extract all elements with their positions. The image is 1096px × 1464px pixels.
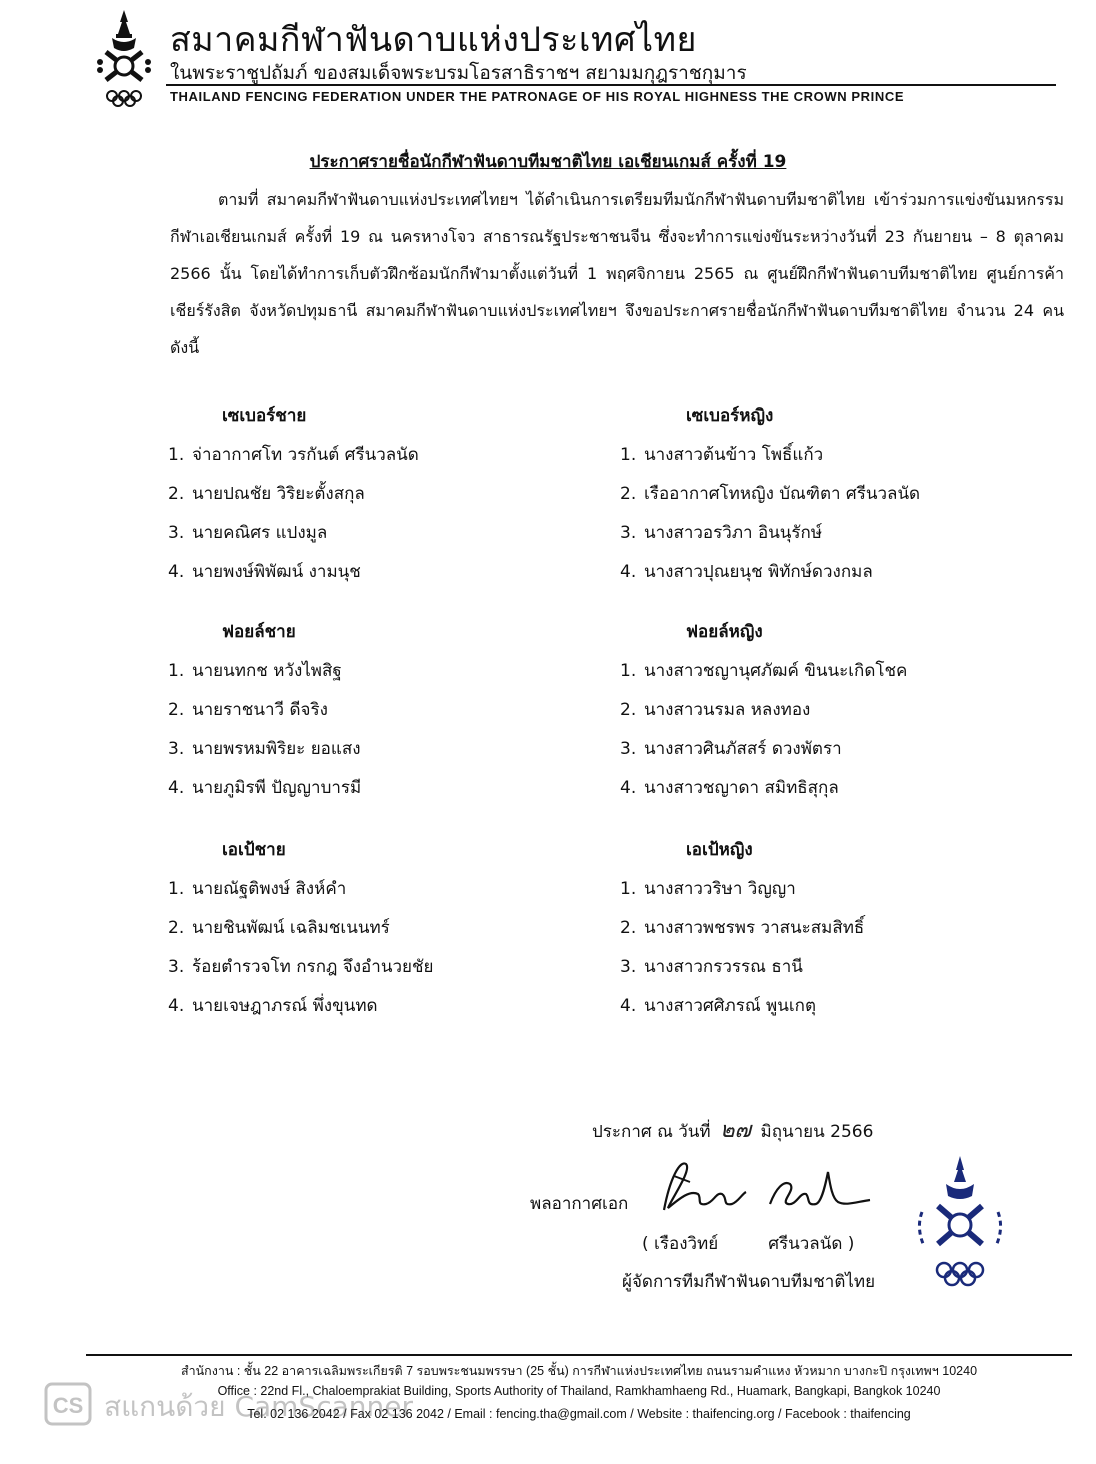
- footer-address-english: Office : 22nd Fl., Chaloemprakiat Building, Sports Authority of Thailand, Ramkhamhaeng Rd., Huamark, Bangkapi, Bangkok 10240: [217, 1384, 941, 1398]
- roster-item: 4. นางสาวชญาดา สมิทธิสุกุล: [620, 778, 839, 798]
- roster-item: 3. ร้อยตำรวจโท กรกฎ จึงอำนวยชัย: [168, 957, 434, 977]
- signer-position: ผู้จัดการทีมกีฬาฟันดาบทีมชาติไทย: [622, 1272, 876, 1292]
- signer-name: ( เรืองวิทย์ ศรีนวลนัด ): [642, 1234, 855, 1254]
- camscanner-watermark: [44, 1380, 524, 1430]
- team-heading-epee-women: เอเป้หญิง: [686, 840, 753, 860]
- footer-address-thai: สำนักงาน : ชั้น 22 อาคารเฉลิมพระเกียรติ 7 รอบพระชนมพรรษา (25 ชั้น) การกีฬาแห่งประเทศไทย ถนนรามคำแหง หัวหมาก บางกะปิ กรุงเทพฯ 10240: [180, 1364, 978, 1378]
- roster-item: 3. นายคณิศร แปงมูล: [168, 523, 328, 543]
- signer-rank: พลอากาศเอก: [530, 1194, 629, 1214]
- letterhead-divider: [166, 84, 1056, 86]
- handwritten-day: ๒๗: [720, 1118, 752, 1143]
- footer-divider: [86, 1354, 1072, 1356]
- roster-item: 2. นายราชนาวี ดีจริง: [168, 700, 328, 720]
- announcement-title: ประกาศรายชื่อนักกีฬาฟันดาบทีมชาติไทย เอเชียนเกมส์ ครั้งที่ 19: [309, 152, 787, 172]
- roster-item: 4. นางสาวปุณยนุช พิทักษ์ดวงกมล: [620, 562, 873, 582]
- announcement-body: ตามที่ สมาคมกีฬาฟันดาบแห่งประเทศไทยฯ ได้ดำเนินการเตรียมทีมนักกีฬาฟันดาบทีมชาติไทย เข้าร่วมการแข่งขันมหกรรมกีฬาเอเชียนเกมส์ ครั้งที่ 19 ณ นครหางโจว สาธารณรัฐประชาชนจีน ซึ่งจะทำการแข่งขันระหว่างวันที่ 23 กันยายน – 8 ตุลาคม 2566 นั้น โดยได้ทำการเก็บตัวฝึกซ้อมนักกีฬามาตั้งแต่วันที่ 1 พฤศจิกายน 2565 ณ ศูนย์ฝึกกีฬาฟันดาบทีมชาติไทย ศูนย์การค้าเชียร์รังสิต จังหวัดปทุมธานี สมาคมกีฬาฟันดาบแห่งประเทศไทยฯ จึงขอประกาศรายชื่อนักกีฬาฟันดาบทีมชาติไทย จำนวน 24 คน ดังนี้: [170, 190, 1064, 357]
- roster-item: 4. นายพงษ์พิพัฒน์ งามนุช: [168, 562, 361, 582]
- roster-item: 1. นางสาวต้นข้าว โพธิ์แก้ว: [620, 445, 824, 465]
- roster-item: 2. เรืออากาศโทหญิง บัณฑิตา ศรีนวลนัด: [620, 484, 921, 504]
- team-heading-epee-men: เอเป้ชาย: [222, 840, 286, 860]
- team-heading-foil-women: ฟอยล์หญิง: [686, 622, 763, 642]
- roster-item: 1. นางสาววริษา วิญญา: [620, 879, 796, 899]
- roster-item: 4. นายภูมิรพี ปัญญาบารมี: [168, 778, 362, 798]
- watermark-badge: CS: [52, 1393, 84, 1418]
- roster-item: 4. นางสาวศศิภรณ์ พูนเกตุ: [620, 996, 817, 1016]
- federation-name-thai: สมาคมกีฬาฟันดาบแห่งประเทศไทย: [170, 20, 697, 60]
- team-heading-sabre-women: เซเบอร์หญิง: [686, 406, 774, 426]
- roster-item: 2. นางสาวนรมล หลงทอง: [620, 700, 811, 720]
- roster-item: 2. นางสาวพชรพร วาสนะสมสิทธิ์: [620, 918, 865, 938]
- roster-item: 3. นางสาวศินภัสสร์ ดวงพัตรา: [620, 739, 842, 759]
- roster-item: 3. นางสาวกรวรรณ ธานี: [620, 957, 803, 977]
- handwritten-signature: [650, 1148, 880, 1228]
- footer-contact: Tel. 02 136 2042 / Fax 02 136 2042 / Email : fencing.tha@gmail.com / Website : thaifencing.org / Facebook : thaifencing: [247, 1407, 911, 1421]
- federation-name-english: THAILAND FENCING FEDERATION UNDER THE PATRONAGE OF HIS ROYAL HIGHNESS THE CROWN PRINCE: [170, 89, 905, 104]
- roster-item: 1. นายณัฐติพงษ์ สิงห์คำ: [168, 879, 347, 899]
- roster-item: 2. นายปณชัย วิริยะตั้งสกุล: [168, 484, 365, 504]
- royal-emblem-icon: [92, 8, 156, 108]
- roster-item: 1. นายนทกช หวังไพสิฐ: [168, 661, 342, 681]
- team-heading-foil-men: ฟอยล์ชาย: [222, 622, 296, 642]
- federation-seal-icon: [908, 1152, 1012, 1292]
- roster-item: 3. นางสาวอรวิภา อินนุรักษ์: [620, 523, 823, 543]
- roster-item: 2. นายชินพัฒน์ เฉลิมชเนนทร์: [168, 918, 390, 938]
- team-heading-sabre-men: เซเบอร์ชาย: [222, 406, 307, 426]
- roster-item: 1. นางสาวชญานุศภัฒค์ ขินนะเกิดโชค: [620, 661, 908, 681]
- announcement-date: ประกาศ ณ วันที่ ๒๗ มิถุนายน 2566: [592, 1118, 874, 1143]
- watermark-text: สแกนด้วย CamScanner: [104, 1390, 413, 1423]
- roster-item: 3. นายพรหมพิริยะ ยอแสง: [168, 739, 361, 759]
- patronage-line-thai: ในพระราชูปถัมภ์ ของสมเด็จพระบรมโอรสาธิราชฯ สยามมกุฎราชกุมาร: [170, 62, 747, 84]
- roster-item: 4. นายเจษฎาภรณ์ พึ่งขุนทด: [168, 996, 378, 1016]
- roster-item: 1. จ่าอากาศโท วรกันต์ ศรีนวลนัด: [168, 445, 419, 465]
